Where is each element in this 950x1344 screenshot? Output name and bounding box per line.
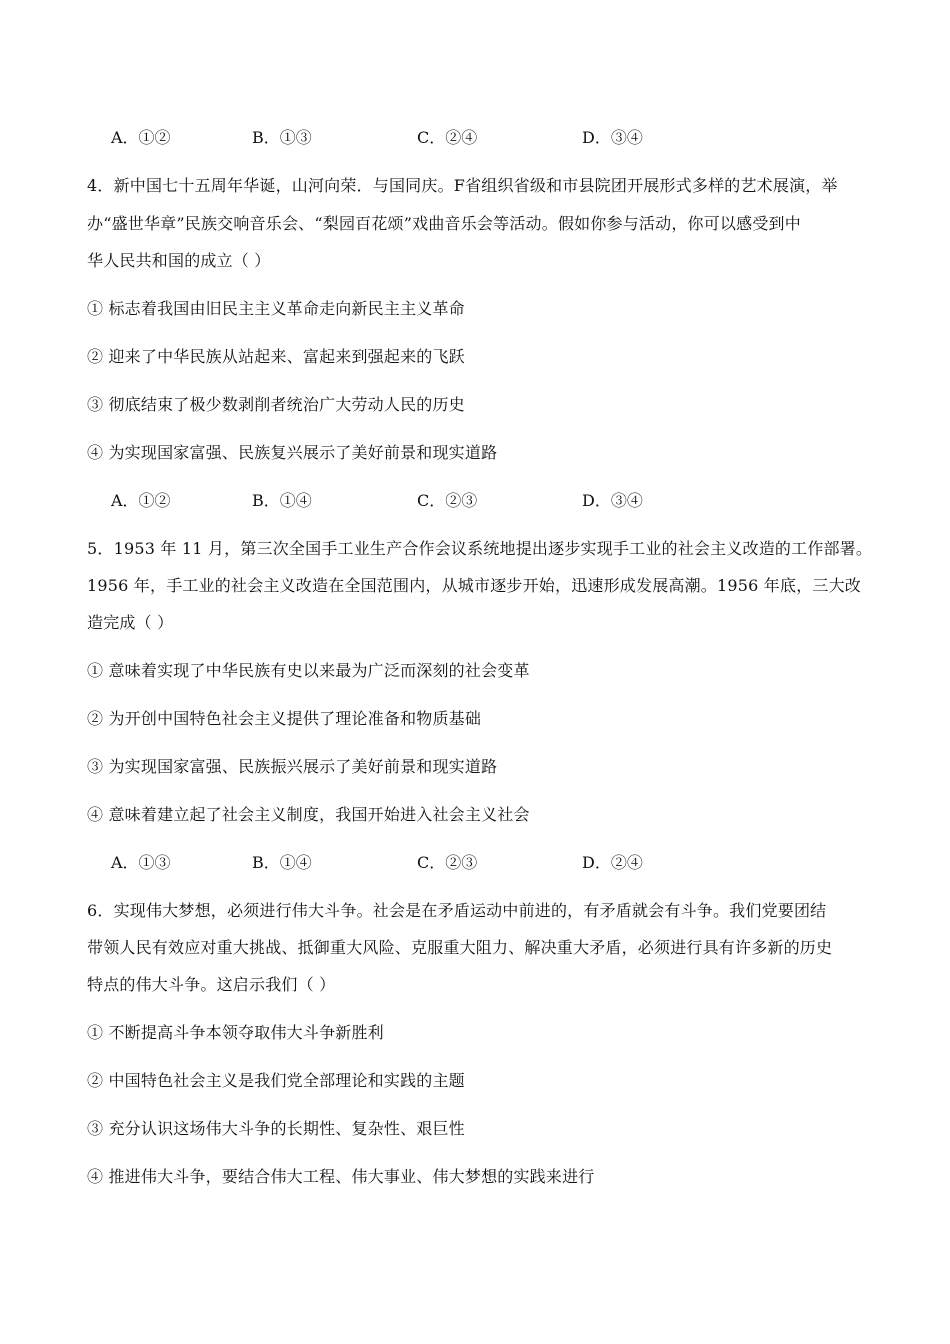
q4-option-d: D．③④ [582,491,643,510]
q6-statement-2: ② 中国特色社会主义是我们党全部理论和实践的主题 [87,1071,465,1090]
q6-statement-1: ① 不断提高斗争本领夺取伟大斗争新胜利 [87,1023,384,1042]
q6-stem-line-2: 带领人民有效应对重大挑战、抵御重大风险、克服重大阻力、解决重大矛盾，必须进行具有许多新的历史 [87,938,833,957]
q3-option-d: D．③④ [582,128,643,147]
q6-statement-4: ④ 推进伟大斗争，要结合伟大工程、伟大事业、伟大梦想的实践来进行 [87,1167,595,1186]
q4-stem-line-3: 华人民共和国的成立（ ） [87,251,271,270]
q5-option-b: B．①④ [252,853,312,872]
q5-stem-line-2: 1956 年，手工业的社会主义改造在全国范围内，从城市逐步开始，迅速形成发展高潮。1956 年底，三大改 [87,576,862,595]
q5-option-d: D．②④ [582,853,643,872]
q5-statement-4: ④ 意味着建立起了社会主义制度，我国开始进入社会主义社会 [87,805,530,824]
q4-option-c: C．②③ [417,491,478,510]
q3-option-c: C．②④ [417,128,478,147]
q5-option-a: A．①③ [111,853,171,872]
q5-statement-1: ① 意味着实现了中华民族有史以来最为广泛而深刻的社会变革 [87,661,530,680]
q4-option-b: B．①④ [252,491,312,510]
q4-statement-3: ③ 彻底结束了极少数剥削者统治广大劳动人民的历史 [87,395,465,414]
q6-stem-line-1: 6．实现伟大梦想，必须进行伟大斗争。社会是在矛盾运动中前进的，有矛盾就会有斗争。我们党要团结 [87,901,827,920]
q6-statement-3: ③ 充分认识这场伟大斗争的长期性、复杂性、艰巨性 [87,1119,465,1138]
q4-stem-line-1: 4．新中国七十五周年华诞，山河向荣．与国同庆。F省组织省级和市县院团开展形式多样的艺术展演，举 [87,176,838,195]
q5-option-c: C．②③ [417,853,478,872]
q4-statement-4: ④ 为实现国家富强、民族复兴展示了美好前景和现实道路 [87,443,498,462]
q5-statement-2: ② 为开创中国特色社会主义提供了理论准备和物质基础 [87,709,482,728]
q5-stem-line-1: 5．1953 年 11 月，第三次全国手工业生产合作会议系统地提出逐步实现手工业的社会主义改造的工作部署。 [87,539,873,558]
q5-statement-3: ③ 为实现国家富强、民族振兴展示了美好前景和现实道路 [87,757,498,776]
q4-option-a: A．①② [111,491,171,510]
q6-stem-line-3: 特点的伟大斗争。这启示我们（ ） [87,975,336,994]
q5-stem-line-3: 造完成（ ） [87,613,174,632]
q4-statement-2: ② 迎来了中华民族从站起来、富起来到强起来的飞跃 [87,347,465,366]
q3-option-b: B．①③ [252,128,312,147]
q3-option-a: A．①② [111,128,171,147]
q4-stem-line-2: 办“盛世华章”民族交响音乐会、“梨园百花颂”戏曲音乐会等活动。假如你参与活动，你可以感受到中 [87,214,801,233]
q4-statement-1: ① 标志着我国由旧民主主义革命走向新民主主义革命 [87,299,465,318]
